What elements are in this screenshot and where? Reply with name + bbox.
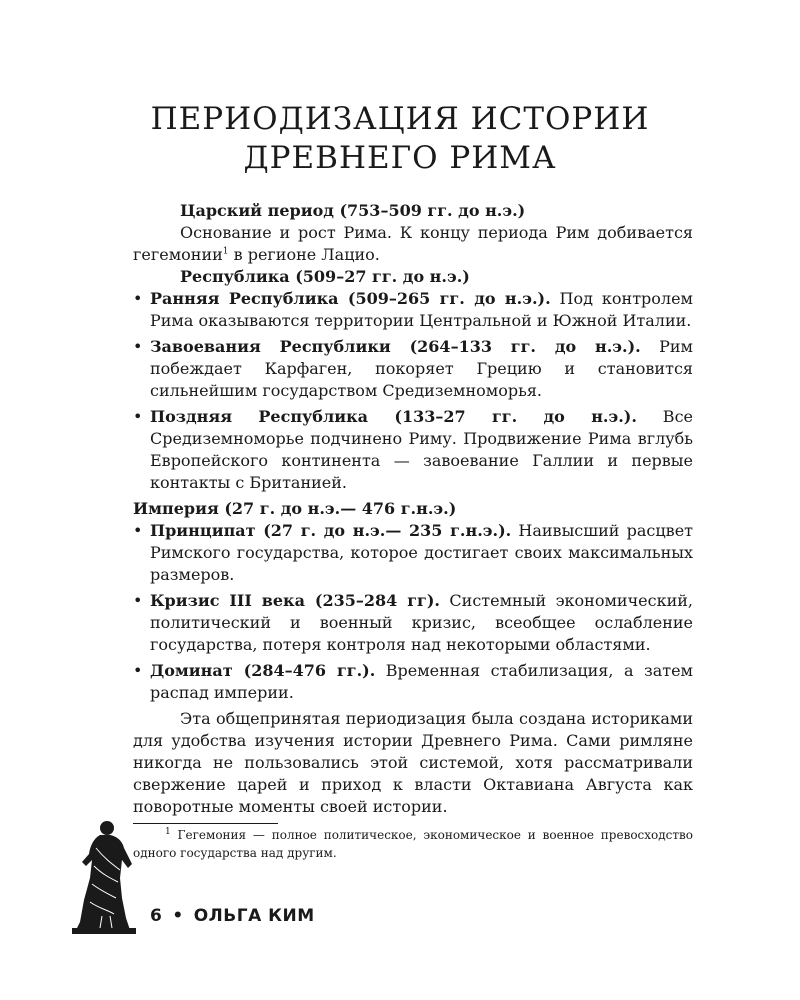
closing-paragraph: Эта общепринятая периодизация была создана историками для удобства изучения истории Древнего Рима. Сами римляне никогда не пользовались этой системой, хотя рассматривали свержение царей и приход к власти Октавиана Августа как поворотные моменты своей истории.: [133, 709, 693, 816]
list-item-term: Кризис III века (235–284 гг).: [150, 591, 440, 610]
main-text: [133, 200, 693, 818]
footer-separator: •: [172, 906, 184, 926]
list-item-text: Рим побеждает Карфаген, покоряет Грецию и становится сильнейшим государством Средиземноморья.: [150, 337, 694, 400]
list-item-term: Ранняя Республика (509–265 гг. до н.э.).: [150, 289, 551, 308]
list-item-term: Завоевания Республики (264–133 гг. до н.э.).: [150, 337, 641, 356]
list-item-term: Принципат (27 г. до н.э.— 235 г.н.э.).: [150, 521, 512, 540]
bullet: •: [133, 407, 143, 426]
royal-text-before: Основание и рост Рима. К концу периода Рим добивается гегемонии: [133, 223, 693, 264]
page-number: 6: [150, 906, 163, 926]
footnote-paragraph: [133, 826, 693, 862]
republic-heading: Республика (509–27 гг. до н.э.): [180, 267, 470, 286]
list-item-text: Наивысший расцвет Римского государства, которое достигает своих максимальных размеров.: [150, 521, 694, 584]
royal-text-after: в регионе Лацио.: [228, 245, 380, 264]
page-title-line-2: ДРЕВНЕГО РИМА: [243, 140, 557, 176]
empire-heading: Империя (27 г. до н.э.— 476 г.н.э.): [133, 499, 457, 518]
list-item-text: Все Средиземноморье подчинено Риму. Продвижение Рима вглубь Европейского континента — завоевание Галлии и первые контакты с Британией.: [150, 407, 693, 492]
roman-statue-icon: [64, 818, 142, 936]
page-title: [0, 100, 800, 178]
list-item: [133, 336, 693, 402]
page-footer: [150, 906, 315, 926]
list-item-term: Поздняя Республика (133–27 гг. до н.э.).: [150, 407, 637, 426]
bullet: •: [133, 289, 143, 308]
list-item: [133, 660, 693, 704]
bullet: •: [133, 591, 143, 610]
royal-period-heading: Царский период (753–509 гг. до н.э.): [180, 201, 526, 220]
republic-list: [133, 288, 693, 494]
list-item: [133, 520, 693, 586]
footnote-divider: [133, 823, 278, 824]
list-item: [133, 590, 693, 656]
list-item: [133, 406, 693, 494]
author-name: ОЛЬГА КИМ: [193, 906, 315, 926]
page-title-line-1: ПЕРИОДИЗАЦИЯ ИСТОРИИ: [150, 101, 650, 137]
footnote-text: Гегемония — полное политическое, экономическое и военное превосходство одного государства над другим.: [133, 828, 693, 860]
royal-period-paragraph: [133, 222, 693, 266]
footnote-number: 1: [165, 827, 171, 837]
footnote-ref: 1: [222, 246, 229, 257]
footnote: [133, 826, 693, 862]
list-item-text: Системный экономический, политический и военный кризис, всеобщее ослабление государства, потеря контроля над некоторыми областями.: [150, 591, 693, 654]
bullet: •: [133, 521, 143, 540]
list-item-text: Под контролем Рима оказываются территории Центральной и Южной Италии.: [150, 289, 693, 330]
bullet: •: [133, 337, 143, 356]
bullet: •: [133, 661, 143, 680]
list-item-term: Доминат (284–476 гг.).: [150, 661, 376, 680]
list-item: [133, 288, 693, 332]
empire-list: [133, 520, 693, 704]
list-item-text: Временная стабилизация, а затем распад империи.: [150, 661, 693, 702]
